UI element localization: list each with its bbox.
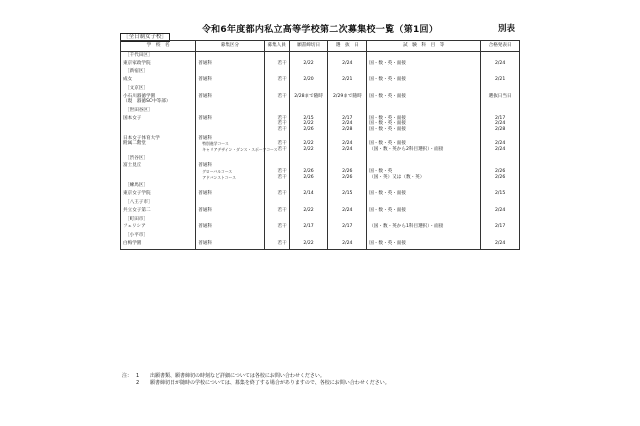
header-result: 合格発表日 bbox=[481, 41, 520, 52]
result-date: 2/15 bbox=[494, 191, 506, 197]
capacity: 若干 bbox=[277, 77, 287, 83]
course-type-cell bbox=[196, 135, 278, 155]
area-row bbox=[121, 154, 520, 162]
selection-date: 2/24 bbox=[342, 141, 353, 147]
school-name-cell bbox=[121, 115, 196, 135]
area-row bbox=[121, 85, 520, 93]
exam-subjects: 国・数・英・面接 bbox=[369, 115, 406, 121]
result-date: 2/17 bbox=[494, 115, 506, 121]
course-type bbox=[198, 127, 261, 133]
exam-subjects: 国・数・英・面接 bbox=[369, 77, 406, 83]
exam-subjects: 国・数・英・面接 bbox=[369, 241, 406, 246]
header-jinin: 募集人員 bbox=[264, 41, 289, 52]
area-name: ［渋谷区］ bbox=[121, 154, 196, 162]
note-number: 1 bbox=[136, 373, 140, 379]
result-date-cell bbox=[481, 190, 520, 199]
course-type-cell bbox=[196, 223, 264, 232]
course-type-cell bbox=[196, 93, 264, 107]
application-deadline: 2/22 bbox=[303, 121, 314, 127]
appendix-label: 別表 bbox=[498, 24, 516, 34]
exam-subjects-cell bbox=[367, 240, 481, 249]
selection-date: 2/28 bbox=[342, 127, 353, 133]
area-name: ［八王子市］ bbox=[121, 199, 196, 207]
course-type: 普通科 bbox=[198, 191, 213, 197]
school-name-cell bbox=[121, 207, 196, 216]
selection-date-cell bbox=[328, 207, 367, 216]
result-date: 選抜日当日 bbox=[488, 93, 512, 99]
result-date: 2/24 bbox=[494, 60, 506, 66]
course-type: 特別進学コース bbox=[202, 141, 229, 147]
school-name-cell bbox=[121, 93, 196, 107]
course-type-cell bbox=[196, 240, 264, 249]
application-deadline-cell bbox=[289, 223, 328, 232]
application-deadline: 2/17 bbox=[303, 224, 314, 230]
capacity: 若干 bbox=[277, 169, 287, 175]
note-text: 出願書類、願書締切の時刻など詳細については各校にお問い合わせください。 bbox=[150, 373, 325, 379]
application-deadline: 2/26 bbox=[303, 169, 314, 175]
selection-date: 2/17 bbox=[342, 115, 353, 121]
selection-date-cell bbox=[328, 223, 367, 232]
course-type: 普通科 bbox=[198, 93, 213, 99]
exam-subjects: （国・英）又は（数・英） bbox=[369, 174, 425, 180]
exam-subjects: 国・数・英・面接 bbox=[369, 121, 406, 127]
exam-subjects: 国・数・英・面接 bbox=[369, 127, 406, 133]
result-date: 2/21 bbox=[494, 77, 506, 83]
notes bbox=[122, 373, 390, 387]
exam-subjects: （国・数・英から1科目選択）・面接 bbox=[369, 224, 444, 230]
selection-date-cell bbox=[328, 190, 367, 199]
school-name: 共立女子第二 bbox=[123, 207, 151, 213]
selection-date-cell bbox=[328, 135, 367, 155]
area-name: ［新宿区］ bbox=[121, 68, 196, 76]
area-row bbox=[121, 199, 520, 207]
area-row bbox=[121, 182, 520, 190]
application-deadline-cell bbox=[289, 115, 328, 135]
exam-subjects-cell bbox=[367, 190, 481, 199]
course-type: 普通科 bbox=[198, 115, 213, 121]
capacity: 若干 bbox=[277, 115, 287, 121]
result-date-cell bbox=[481, 115, 520, 135]
school-name-cell bbox=[121, 60, 196, 69]
area-row bbox=[121, 68, 520, 76]
school-name-cell bbox=[121, 135, 196, 155]
header-date: 選 抜 日 bbox=[328, 41, 367, 52]
application-deadline: 2/26 bbox=[303, 127, 314, 133]
capacity-cell bbox=[264, 115, 289, 135]
application-deadline-cell bbox=[289, 135, 328, 155]
course-type: キャリアデザイン・ダンス・スポーツコース bbox=[202, 146, 278, 152]
header-subjects: 試 験 科 目 等 bbox=[367, 41, 481, 52]
course-type: 普通科 bbox=[198, 77, 213, 83]
application-deadline-cell bbox=[289, 190, 328, 199]
result-date-cell bbox=[481, 60, 520, 69]
selection-date: 2/21 bbox=[342, 77, 353, 83]
selection-date: 2/24 bbox=[342, 241, 353, 246]
table-row bbox=[121, 60, 520, 69]
course-type-cell bbox=[196, 76, 264, 85]
table-row bbox=[121, 223, 520, 232]
selection-date-cell bbox=[328, 240, 367, 249]
table-header-row bbox=[121, 41, 520, 52]
school-name: 東京女子学院 bbox=[123, 191, 151, 197]
application-deadline: 2/15 bbox=[303, 115, 314, 121]
area-row bbox=[121, 215, 520, 223]
category-label: ［全日制女子校］ bbox=[120, 33, 170, 42]
school-name: 成女 bbox=[123, 77, 133, 83]
school-name-cell bbox=[121, 162, 196, 182]
course-type: 普通科 bbox=[198, 207, 213, 213]
capacity: 若干 bbox=[277, 174, 287, 180]
application-deadline: 2/22 bbox=[303, 241, 314, 246]
area-name: ［練馬区］ bbox=[121, 182, 196, 190]
selection-date: 2/26 bbox=[342, 174, 353, 180]
application-deadline: 2/22 bbox=[303, 207, 314, 213]
capacity: 若干 bbox=[277, 121, 287, 127]
note-text: 願書締切日が随時の学校については、募集を終了する場合がありますので、各校にお問い合わせください。 bbox=[150, 380, 390, 386]
area-name: ［小平市］ bbox=[121, 232, 196, 240]
application-deadline: 2/20 bbox=[303, 77, 314, 83]
result-date-cell bbox=[481, 135, 520, 155]
result-date-cell bbox=[481, 240, 520, 249]
exam-subjects-cell bbox=[367, 135, 481, 155]
school-name: フェリシア bbox=[123, 224, 146, 230]
header-school: 学 校 名 bbox=[121, 41, 196, 52]
course-type-cell bbox=[196, 207, 264, 216]
course-type: グローバルコース bbox=[202, 169, 233, 175]
exam-subjects-cell bbox=[367, 223, 481, 232]
area-row bbox=[121, 52, 520, 60]
capacity: 若干 bbox=[277, 207, 287, 213]
result-date: 2/24 bbox=[494, 146, 506, 152]
course-type-cell bbox=[196, 115, 264, 135]
capacity-cell bbox=[264, 223, 289, 232]
selection-date: 2/26 bbox=[342, 169, 353, 175]
capacity: 若干 bbox=[277, 146, 287, 152]
school-name: 白梅学園 bbox=[123, 241, 142, 246]
header-kubun: 募集区分 bbox=[196, 41, 264, 52]
selection-date: 2/24 bbox=[342, 121, 353, 127]
exam-subjects: 国・数・英 bbox=[369, 169, 393, 175]
school-name: 東京家政学院 bbox=[123, 60, 151, 66]
result-date: 2/24 bbox=[494, 207, 506, 213]
notes-label: 注： bbox=[122, 373, 133, 379]
application-deadline-cell bbox=[289, 93, 328, 107]
exam-subjects: 国・数・英・面接 bbox=[369, 141, 406, 147]
exam-subjects: 国・数・英・面接 bbox=[369, 191, 406, 197]
result-date-cell bbox=[481, 93, 520, 107]
selection-date: 2/17 bbox=[342, 224, 353, 230]
result-date: 2/26 bbox=[494, 169, 506, 175]
selection-date-cell bbox=[328, 60, 367, 69]
capacity-cell bbox=[264, 76, 289, 85]
result-date: 2/28 bbox=[494, 127, 506, 133]
application-deadline-cell bbox=[289, 240, 328, 249]
course-type: 普通科 bbox=[198, 224, 213, 230]
area-name: ［世田谷区］ bbox=[121, 107, 196, 115]
header-deadline: 願書締切日 bbox=[289, 41, 328, 52]
area-row bbox=[121, 107, 520, 115]
exam-subjects: 国・数・英・面接 bbox=[369, 60, 406, 66]
school-name: 小石川淑徳学園 bbox=[123, 93, 156, 99]
exam-subjects-cell bbox=[367, 93, 481, 107]
table-row bbox=[121, 135, 520, 155]
course-type: 普通科 bbox=[198, 135, 213, 141]
application-deadline: 2/22 bbox=[303, 146, 314, 152]
selection-date: 2/15 bbox=[342, 191, 353, 197]
table-row bbox=[121, 93, 520, 107]
application-deadline: 2/28まで随時 bbox=[294, 93, 323, 99]
application-deadline: 2/26 bbox=[303, 174, 314, 180]
school-name: 附属二階堂 bbox=[123, 141, 146, 147]
application-deadline-cell bbox=[289, 162, 328, 182]
result-date: 2/24 bbox=[494, 141, 506, 147]
selection-date-cell bbox=[328, 93, 367, 107]
selection-date: 2/24 bbox=[342, 207, 353, 213]
exam-subjects: 国・数・英・面接 bbox=[369, 207, 406, 213]
capacity: 若干 bbox=[277, 241, 287, 246]
note-number: 2 bbox=[136, 380, 140, 386]
capacity: 若干 bbox=[277, 127, 287, 133]
course-type-cell bbox=[196, 60, 264, 69]
exam-subjects: （国・数・英から2科目選択）・面接 bbox=[369, 146, 444, 152]
application-deadline-cell bbox=[289, 76, 328, 85]
capacity-cell bbox=[264, 207, 289, 216]
area-name: ［千代田区］ bbox=[121, 52, 196, 60]
capacity: 若干 bbox=[277, 191, 287, 197]
result-date-cell bbox=[481, 223, 520, 232]
table-row bbox=[121, 240, 520, 249]
table-row bbox=[121, 207, 520, 216]
exam-subjects: 国・数・英・面接 bbox=[369, 93, 406, 99]
result-date: 2/24 bbox=[494, 241, 506, 246]
capacity-cell bbox=[264, 60, 289, 69]
page-title: 令和6年度都内私立高等学校第二次募集校一覧（第1回） bbox=[201, 25, 439, 35]
school-name: 国本女子 bbox=[123, 115, 142, 121]
table-row bbox=[121, 76, 520, 85]
selection-date-cell bbox=[328, 76, 367, 85]
result-date: 2/24 bbox=[494, 121, 506, 127]
selection-date-cell bbox=[328, 115, 367, 135]
course-type: 普通科 bbox=[198, 163, 213, 169]
course-type: 普通科 bbox=[198, 60, 213, 66]
application-deadline-cell bbox=[289, 60, 328, 69]
exam-subjects-cell bbox=[367, 162, 481, 182]
selection-date: 2/24 bbox=[342, 60, 353, 66]
selection-date-cell bbox=[328, 162, 367, 182]
capacity: 若干 bbox=[277, 224, 287, 230]
course-type: アドバンストコース bbox=[202, 174, 236, 180]
application-deadline: 2/22 bbox=[303, 60, 314, 66]
table-row bbox=[121, 162, 520, 182]
area-row bbox=[121, 232, 520, 240]
area-name: ［文京区］ bbox=[121, 85, 196, 93]
exam-subjects-cell bbox=[367, 60, 481, 69]
result-date-cell bbox=[481, 76, 520, 85]
school-name-cell bbox=[121, 223, 196, 232]
school-name: 日本女子体育大学 bbox=[123, 135, 160, 141]
table-row bbox=[121, 115, 520, 135]
capacity: 若干 bbox=[277, 60, 287, 66]
note-row bbox=[122, 380, 390, 387]
exam-subjects-cell bbox=[367, 76, 481, 85]
capacity: 若干 bbox=[277, 93, 287, 99]
result-date-cell bbox=[481, 162, 520, 182]
result-date: 2/26 bbox=[494, 174, 506, 180]
result-date-cell bbox=[481, 207, 520, 216]
school-name: 富士見丘 bbox=[123, 163, 142, 169]
note-row bbox=[122, 373, 390, 380]
course-type: 普通科 bbox=[198, 241, 213, 246]
school-name-cell bbox=[121, 76, 196, 85]
area-name: ［町田市］ bbox=[121, 215, 196, 223]
school-name: （現 淑徳SC中等部） bbox=[123, 99, 171, 105]
result-date: 2/17 bbox=[494, 224, 506, 230]
capacity-cell bbox=[264, 93, 289, 107]
selection-date: 2/29まで随時 bbox=[332, 93, 362, 99]
course-type-cell bbox=[196, 162, 264, 182]
exam-subjects-cell bbox=[367, 115, 481, 135]
capacity-cell bbox=[264, 240, 289, 249]
course-type-cell bbox=[196, 190, 264, 199]
capacity-cell bbox=[264, 190, 289, 199]
exam-subjects-cell bbox=[367, 207, 481, 216]
table-row bbox=[121, 190, 520, 199]
application-deadline: 2/14 bbox=[303, 191, 314, 197]
application-deadline-cell bbox=[289, 207, 328, 216]
school-name-cell bbox=[121, 240, 196, 249]
capacity: 若干 bbox=[277, 141, 287, 147]
application-deadline: 2/22 bbox=[303, 141, 314, 147]
selection-date: 2/24 bbox=[342, 146, 353, 152]
school-name-cell bbox=[121, 190, 196, 199]
schools-table bbox=[120, 40, 520, 250]
capacity-cell bbox=[264, 162, 289, 182]
